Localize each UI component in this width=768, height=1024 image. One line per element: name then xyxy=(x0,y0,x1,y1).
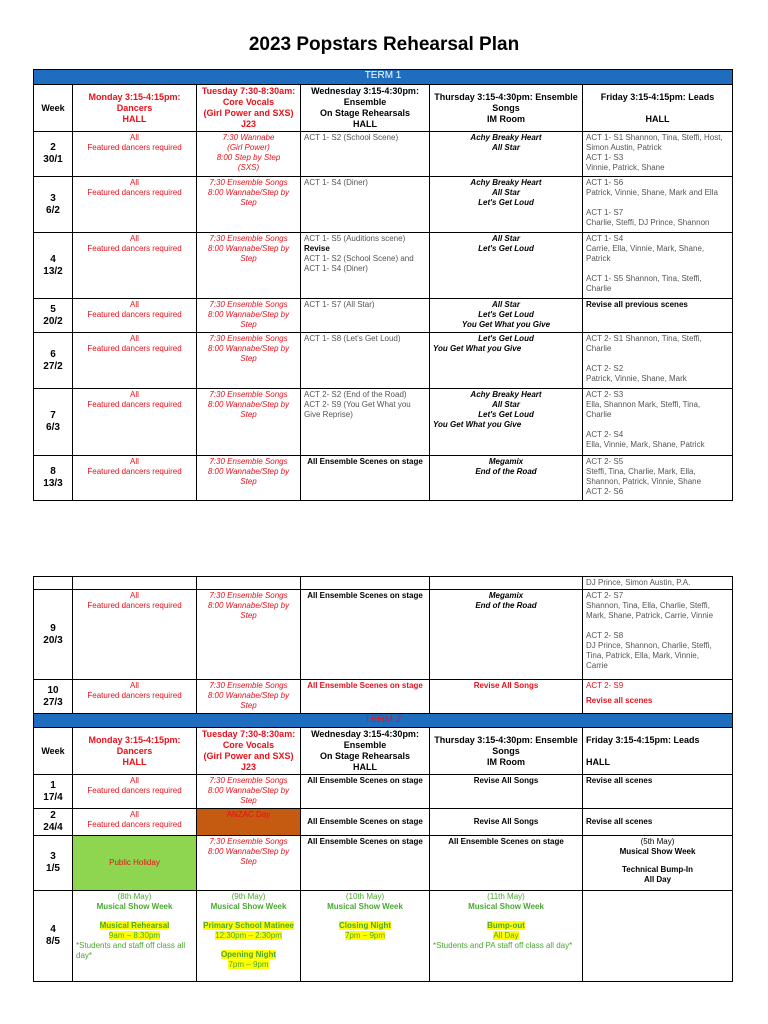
thursday-cell: Revise All Songs xyxy=(430,775,583,809)
monday-cell: All Featured dancers required xyxy=(73,299,197,333)
header-tuesday: Tuesday 7:30-8:30am: Core Vocals (Girl Power and SXS) J23 xyxy=(197,85,301,132)
term2-table xyxy=(33,576,733,982)
monday-cell: All Featured dancers required xyxy=(73,233,197,299)
thursday-event: Bump-out xyxy=(487,921,525,930)
wednesday-line: ACT 1- S5 (Auditions scene) xyxy=(304,234,406,243)
thursday-cell: All Ensemble Scenes on stage xyxy=(430,836,583,891)
tuesday-time: 12:30pm – 2:30pm xyxy=(215,931,282,940)
thursday-cell: All Star Let's Get Loud You Get What you Give xyxy=(430,299,583,333)
friday-date: (5th May) xyxy=(640,837,675,846)
friday-cell: ACT 2- S1 Shannon, Tina, Steffi, Charlie ACT 2- S2 Patrick, Vinnie, Shane, Mark xyxy=(583,333,733,389)
header-monday: Monday 3:15-4:15pm: Dancers HALL xyxy=(73,728,197,775)
friday-cell: DJ Prince, Simon Austin, P.A. xyxy=(583,577,733,590)
friday-cell: ACT 2- S3 Ella, Shannon Mark, Steffi, Tina, Charlie ACT 2- S4 Ella, Vinnie, Mark, Shane, Patrick xyxy=(583,389,733,456)
monday-cell xyxy=(73,891,197,982)
thursday-date: (11th May) xyxy=(487,892,525,901)
friday-cell xyxy=(583,891,733,982)
monday-date: (8th May) xyxy=(117,892,152,901)
friday-cell: Revise all scenes xyxy=(583,775,733,809)
header-wednesday: Wednesday 3:15-4:30pm: Ensemble On Stage Rehearsals HALL xyxy=(301,728,430,775)
header-friday: Friday 3:15-4:15pm: Leads HALL xyxy=(583,85,733,132)
tuesday-cell xyxy=(197,577,301,590)
friday-cell: Revise all scenes xyxy=(583,809,733,836)
monday-cell: All Featured dancers required xyxy=(73,809,197,836)
week-cell: 5 20/2 xyxy=(34,299,73,333)
thursday-cell: Revise All Songs xyxy=(430,680,583,714)
monday-note: *Students and staff off class all day* xyxy=(76,941,186,960)
week-cell: 10 27/3 xyxy=(34,680,73,714)
tuesday-cell: 7:30 Ensemble Songs 8:00 Wannabe/Step by Step xyxy=(197,836,301,891)
tuesday-cell: 7:30 Ensemble Songs 8:00 Wannabe/Step by Step xyxy=(197,456,301,501)
header-week: Week xyxy=(34,728,73,775)
friday-cell xyxy=(583,836,733,891)
thursday-line: Let's Get Loud xyxy=(478,334,534,343)
monday-week: Musical Show Week xyxy=(96,902,173,911)
header-monday: Monday 3:15-4:15pm: Dancers HALL xyxy=(73,85,197,132)
tuesday-cell: 7:30 Ensemble Songs 8:00 Wannabe/Step by Step xyxy=(197,389,301,456)
wednesday-line: ACT 1- S2 (School Scene) and ACT 1- S4 (Diner) xyxy=(304,254,414,273)
wednesday-cell xyxy=(301,577,430,590)
friday-cell: ACT 1- S6 Patrick, Vinnie, Shane, Mark and Ella ACT 1- S7 Charlie, Steffi, DJ Prince, Shannon xyxy=(583,177,733,233)
thursday-cell: All Star Let's Get Loud xyxy=(430,233,583,299)
friday-cell: ACT 1- S4 Carrie, Ella, Vinnie, Mark, Shane, Patrick ACT 1- S5 Shannon, Tina, Steffi, Charlie xyxy=(583,233,733,299)
tuesday-time2: 7pm – 9pm xyxy=(228,960,269,969)
friday-line: ACT 2- S9 xyxy=(586,681,624,690)
page-title: 2023 Popstars Rehearsal Plan xyxy=(248,34,520,55)
monday-cell: All Featured dancers required xyxy=(73,132,197,177)
thursday-cell: Achy Breaky Heart All Star xyxy=(430,132,583,177)
friday-cell: ACT 2- S7 Shannon, Tina, Ella, Charlie, Steffi, Mark, Shane, Patrick, Carrie, Vinnie ACT 2- S8 DJ Prince, Shannon, Charlie, Steffi, Tina, Patrick, Ella, Mark, Vinnie, Carrie xyxy=(583,590,733,680)
header-week: Week xyxy=(34,85,73,132)
wednesday-cell: ACT 1- S7 (All Star) xyxy=(301,299,430,333)
friday-cell: ACT 1- S1 Shannon, Tina, Steffi, Host, Simon Austin, Patrick ACT 1- S3 Vinnie, Patrick, Shane xyxy=(583,132,733,177)
wednesday-cell: All Ensemble Scenes on stage xyxy=(301,590,430,680)
tuesday-date: (9th May) xyxy=(231,892,266,901)
monday-cell: All Featured dancers required xyxy=(73,590,197,680)
tuesday-event2: Opening Night xyxy=(220,950,277,959)
week-cell: 1 17/4 xyxy=(34,775,73,809)
thursday-cell xyxy=(430,389,583,456)
tuesday-cell: ANZAC Day xyxy=(197,809,301,836)
monday-time: 9am – 8:30pm xyxy=(108,931,161,940)
wednesday-time: 7pm – 9pm xyxy=(344,931,386,940)
thursday-cell xyxy=(430,891,583,982)
monday-cell: All Featured dancers required xyxy=(73,456,197,501)
week-cell xyxy=(34,577,73,590)
thursday-line: You Get What you Give xyxy=(433,344,522,353)
term2-banner: TERM 2 xyxy=(34,714,733,728)
monday-cell: All Featured dancers required xyxy=(73,389,197,456)
header-friday: Friday 3:15-4:15pm: Leads HALL xyxy=(583,728,733,775)
thursday-cell: Achy Breaky Heart All Star Let's Get Loud xyxy=(430,177,583,233)
wednesday-week: Musical Show Week xyxy=(327,902,403,911)
tuesday-event: Primary School Matinee xyxy=(203,921,294,930)
thursday-cell: Megamix End of the Road xyxy=(430,456,583,501)
monday-cell: All Featured dancers required xyxy=(73,680,197,714)
wednesday-cell: All Ensemble Scenes on stage xyxy=(301,836,430,891)
week-cell: 6 27/2 xyxy=(34,333,73,389)
week-cell: 8 13/3 xyxy=(34,456,73,501)
tuesday-cell: 7:30 Ensemble Songs 8:00 Wannabe/Step by Step xyxy=(197,590,301,680)
friday-cell: Revise all previous scenes xyxy=(583,299,733,333)
wednesday-cell: ACT 2- S2 (End of the Road) ACT 2- S9 (You Get What you Give Reprise) xyxy=(301,389,430,456)
week-cell: 4 8/5 xyxy=(34,891,73,982)
monday-cell: All Featured dancers required xyxy=(73,333,197,389)
wednesday-event: Closing Night xyxy=(339,921,391,930)
thursday-time: All Day xyxy=(493,931,519,940)
thursday-cell: Megamix End of the Road xyxy=(430,590,583,680)
week-cell: 4 13/2 xyxy=(34,233,73,299)
header-tuesday: Tuesday 7:30-8:30am: Core Vocals (Girl Power and SXS) J23 xyxy=(197,728,301,775)
friday-cell xyxy=(583,680,733,714)
term1-banner: TERM 1 xyxy=(34,70,733,85)
monday-cell: All Featured dancers required xyxy=(73,775,197,809)
wednesday-cell: All Ensemble Scenes on stage xyxy=(301,775,430,809)
thursday-cell xyxy=(430,577,583,590)
term1-table xyxy=(33,69,733,501)
wednesday-revise: Revise xyxy=(304,244,330,253)
week-cell: 2 30/1 xyxy=(34,132,73,177)
wednesday-cell xyxy=(301,233,430,299)
wednesday-cell: ACT 1- S4 (Diner) xyxy=(301,177,430,233)
tuesday-cell: 7:30 Ensemble Songs 8:00 Wannabe/Step by Step xyxy=(197,775,301,809)
monday-cell: All Featured dancers required xyxy=(73,177,197,233)
week-cell: 3 1/5 xyxy=(34,836,73,891)
week-cell: 9 20/3 xyxy=(34,590,73,680)
header-thursday: Thursday 3:15-4:30pm: Ensemble Songs IM Room xyxy=(430,85,583,132)
tuesday-week: Musical Show Week xyxy=(210,902,287,911)
wednesday-cell xyxy=(301,891,430,982)
thursday-line: Achy Breaky Heart All Star Let's Get Loud xyxy=(470,390,542,419)
monday-event: Musical Rehearsal xyxy=(99,921,170,930)
thursday-line: You Get What you Give xyxy=(433,420,522,429)
wednesday-cell: ACT 1- S2 (School Scene) xyxy=(301,132,430,177)
tuesday-cell: 7:30 Ensemble Songs 8:00 Wannabe/Step by Step xyxy=(197,680,301,714)
thursday-note: *Students and PA staff off class all day* xyxy=(433,941,573,950)
monday-cell: Public Holiday xyxy=(73,836,197,891)
wednesday-cell: ACT 1- S8 (Let's Get Loud) xyxy=(301,333,430,389)
tuesday-cell: 7:30 Ensemble Songs 8:00 Wannabe/Step by Step xyxy=(197,177,301,233)
week-cell: 3 6/2 xyxy=(34,177,73,233)
week-cell: 7 6/3 xyxy=(34,389,73,456)
wednesday-date: (10th May) xyxy=(345,892,385,901)
tuesday-cell: 7:30 Wannabe (Girl Power) 8:00 Step by Step (SXS) xyxy=(197,132,301,177)
wednesday-cell: All Ensemble Scenes on stage xyxy=(301,680,430,714)
wednesday-cell: All Ensemble Scenes on stage xyxy=(301,456,430,501)
header-wednesday: Wednesday 3:15-4:30pm: Ensemble On Stage Rehearsals HALL xyxy=(301,85,430,132)
tuesday-cell: 7:30 Ensemble Songs 8:00 Wannabe/Step by Step xyxy=(197,333,301,389)
thursday-week: Musical Show Week xyxy=(468,902,544,911)
friday-line: Technical Bump-In All Day xyxy=(622,865,693,884)
friday-line: Revise all scenes xyxy=(586,696,653,705)
tuesday-cell xyxy=(197,891,301,982)
wednesday-cell: All Ensemble Scenes on stage xyxy=(301,809,430,836)
week-cell: 2 24/4 xyxy=(34,809,73,836)
tuesday-cell: 7:30 Ensemble Songs 8:00 Wannabe/Step by Step xyxy=(197,299,301,333)
header-thursday: Thursday 3:15-4:30pm: Ensemble Songs IM Room xyxy=(430,728,583,775)
thursday-cell: Revise All Songs xyxy=(430,809,583,836)
friday-line: Musical Show Week xyxy=(619,847,696,856)
friday-cell: ACT 2- S5 Steffi, Tina, Charlie, Mark, Ella, Shannon, Patrick, Vinnie, Shane ACT 2- S6 xyxy=(583,456,733,501)
monday-cell xyxy=(73,577,197,590)
tuesday-cell: 7:30 Ensemble Songs 8:00 Wannabe/Step by Step xyxy=(197,233,301,299)
thursday-cell xyxy=(430,333,583,389)
